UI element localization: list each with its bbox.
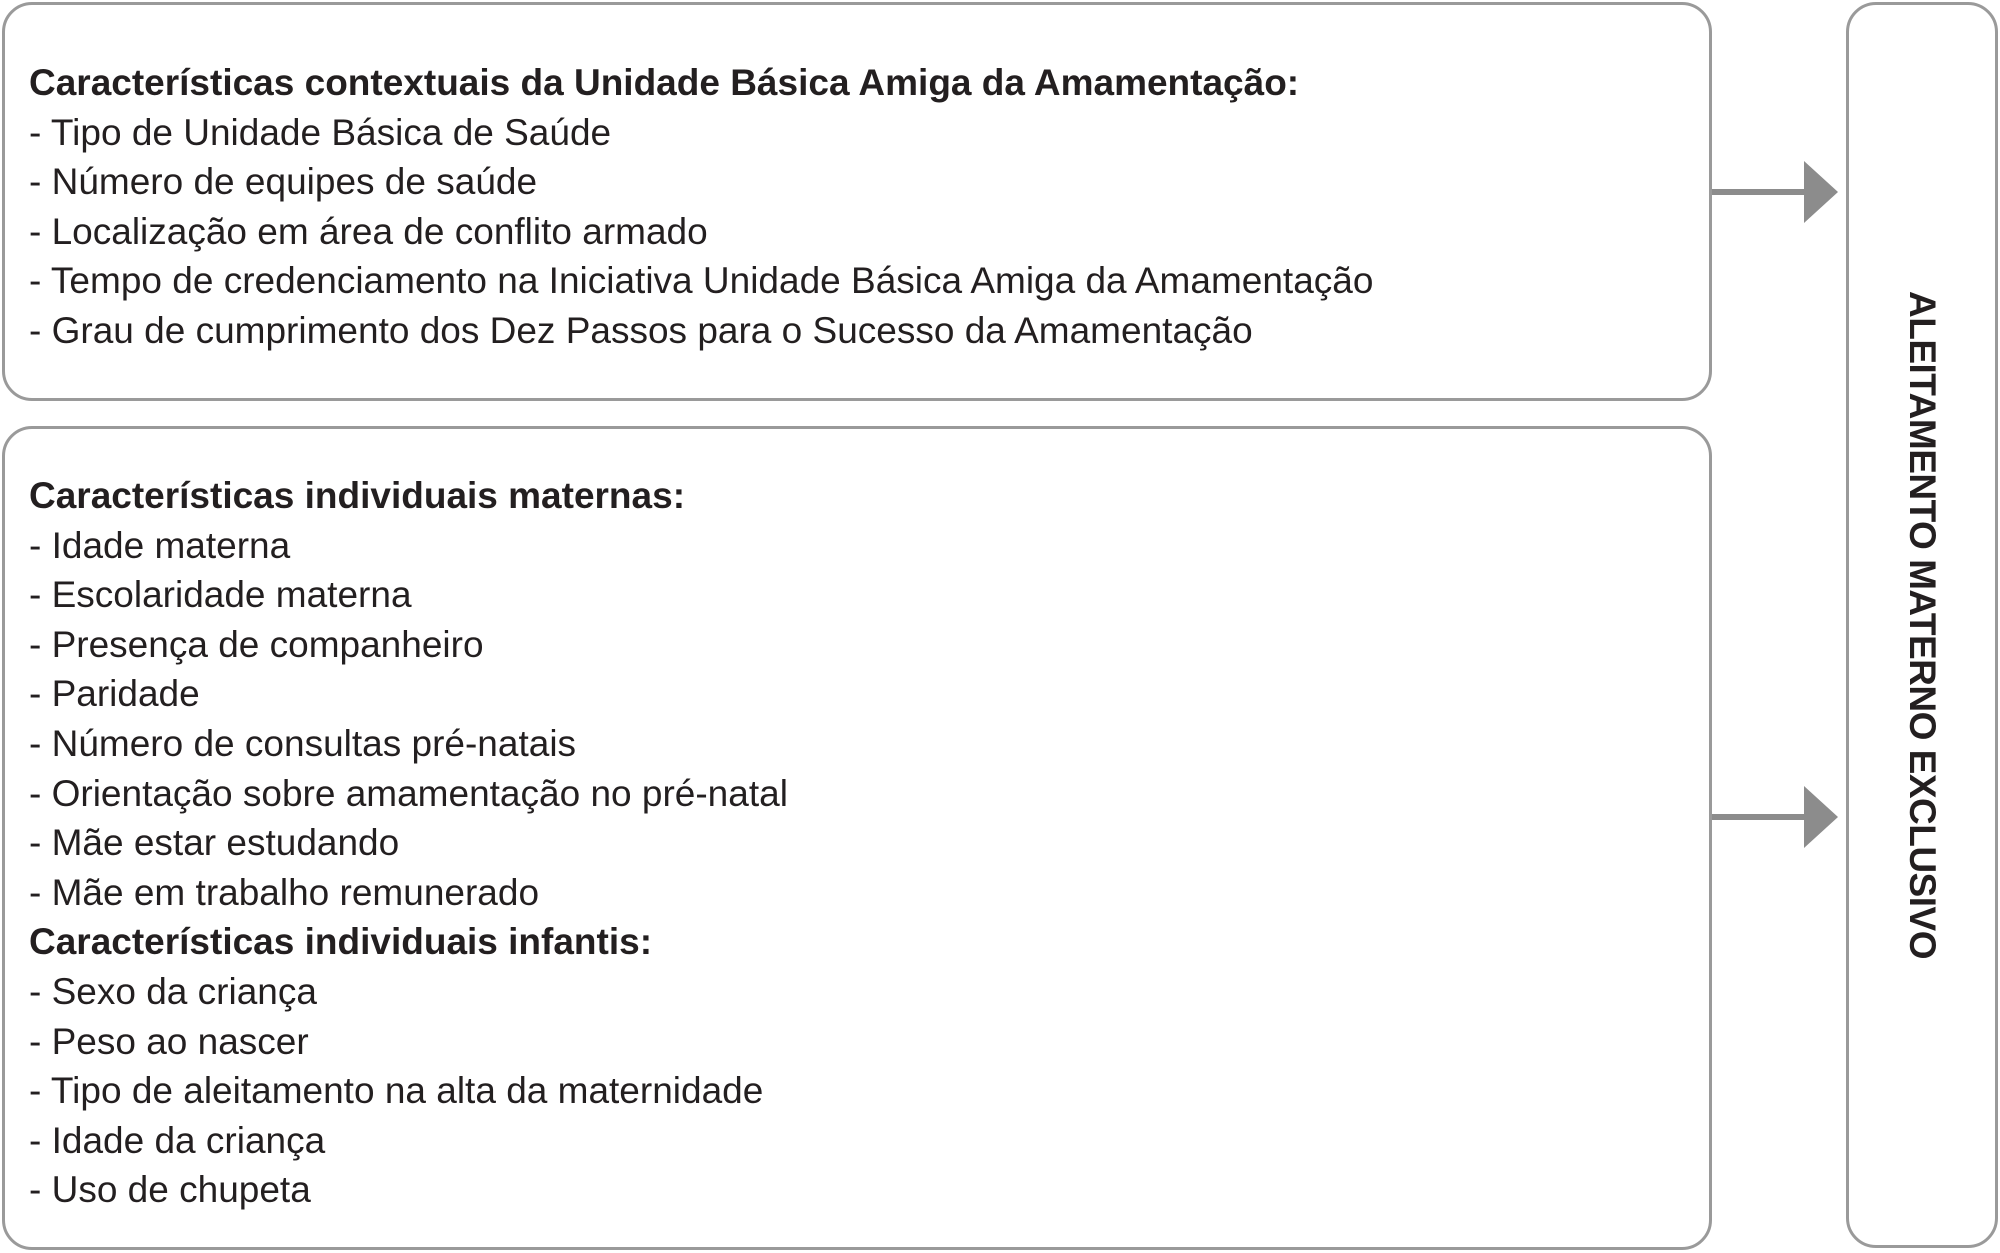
contextual-item: - Grau de cumprimento dos Dez Passos para o Sucesso da Amamentação [29, 309, 1253, 351]
maternal-item: - Mãe em trabalho remunerado [29, 871, 540, 913]
contextual-item: - Localização em área de conflito armado [29, 210, 708, 252]
contextual-characteristics-list [29, 58, 1373, 356]
maternal-item: - Orientação sobre amamentação no pré-natal [29, 772, 788, 814]
outcome-label: ALEITAMENTO MATERNO EXCLUSIVO [1902, 291, 1943, 959]
infant-heading: Características individuais infantis: [29, 921, 653, 963]
infant-item: - Idade da criança [29, 1119, 326, 1161]
infant-item: - Uso de chupeta [29, 1169, 311, 1211]
individual-characteristics-box [2, 426, 1712, 1250]
outcome-box [1846, 2, 1998, 1248]
infant-item: - Peso ao nascer [29, 1020, 309, 1062]
contextual-heading: Características contextuais da Unidade Básica Amiga da Amamentação: [29, 62, 1300, 103]
infant-item: - Tipo de aleitamento na alta da maternidade [29, 1070, 764, 1112]
maternal-heading: Características individuais maternas: [29, 475, 686, 516]
contextual-item: - Tipo de Unidade Básica de Saúde [29, 111, 612, 153]
maternal-item: - Idade materna [29, 524, 291, 566]
maternal-item: - Presença de companheiro [29, 623, 484, 665]
contextual-item: - Número de equipes de saúde [29, 161, 538, 203]
contextual-characteristics-box [2, 2, 1712, 401]
infant-item: - Sexo da criança [29, 970, 317, 1012]
individual-characteristics-list [29, 471, 788, 1215]
maternal-item: - Escolaridade materna [29, 574, 412, 616]
contextual-to-outcome-arrow-icon [1712, 161, 1840, 223]
individual-to-outcome-arrow-icon [1712, 786, 1840, 848]
maternal-item: - Paridade [29, 673, 200, 715]
maternal-item: - Mãe estar estudando [29, 822, 400, 864]
maternal-item: - Número de consultas pré-natais [29, 722, 577, 764]
contextual-item: - Tempo de credenciamento na Iniciativa Unidade Básica Amiga da Amamentação [29, 260, 1374, 302]
